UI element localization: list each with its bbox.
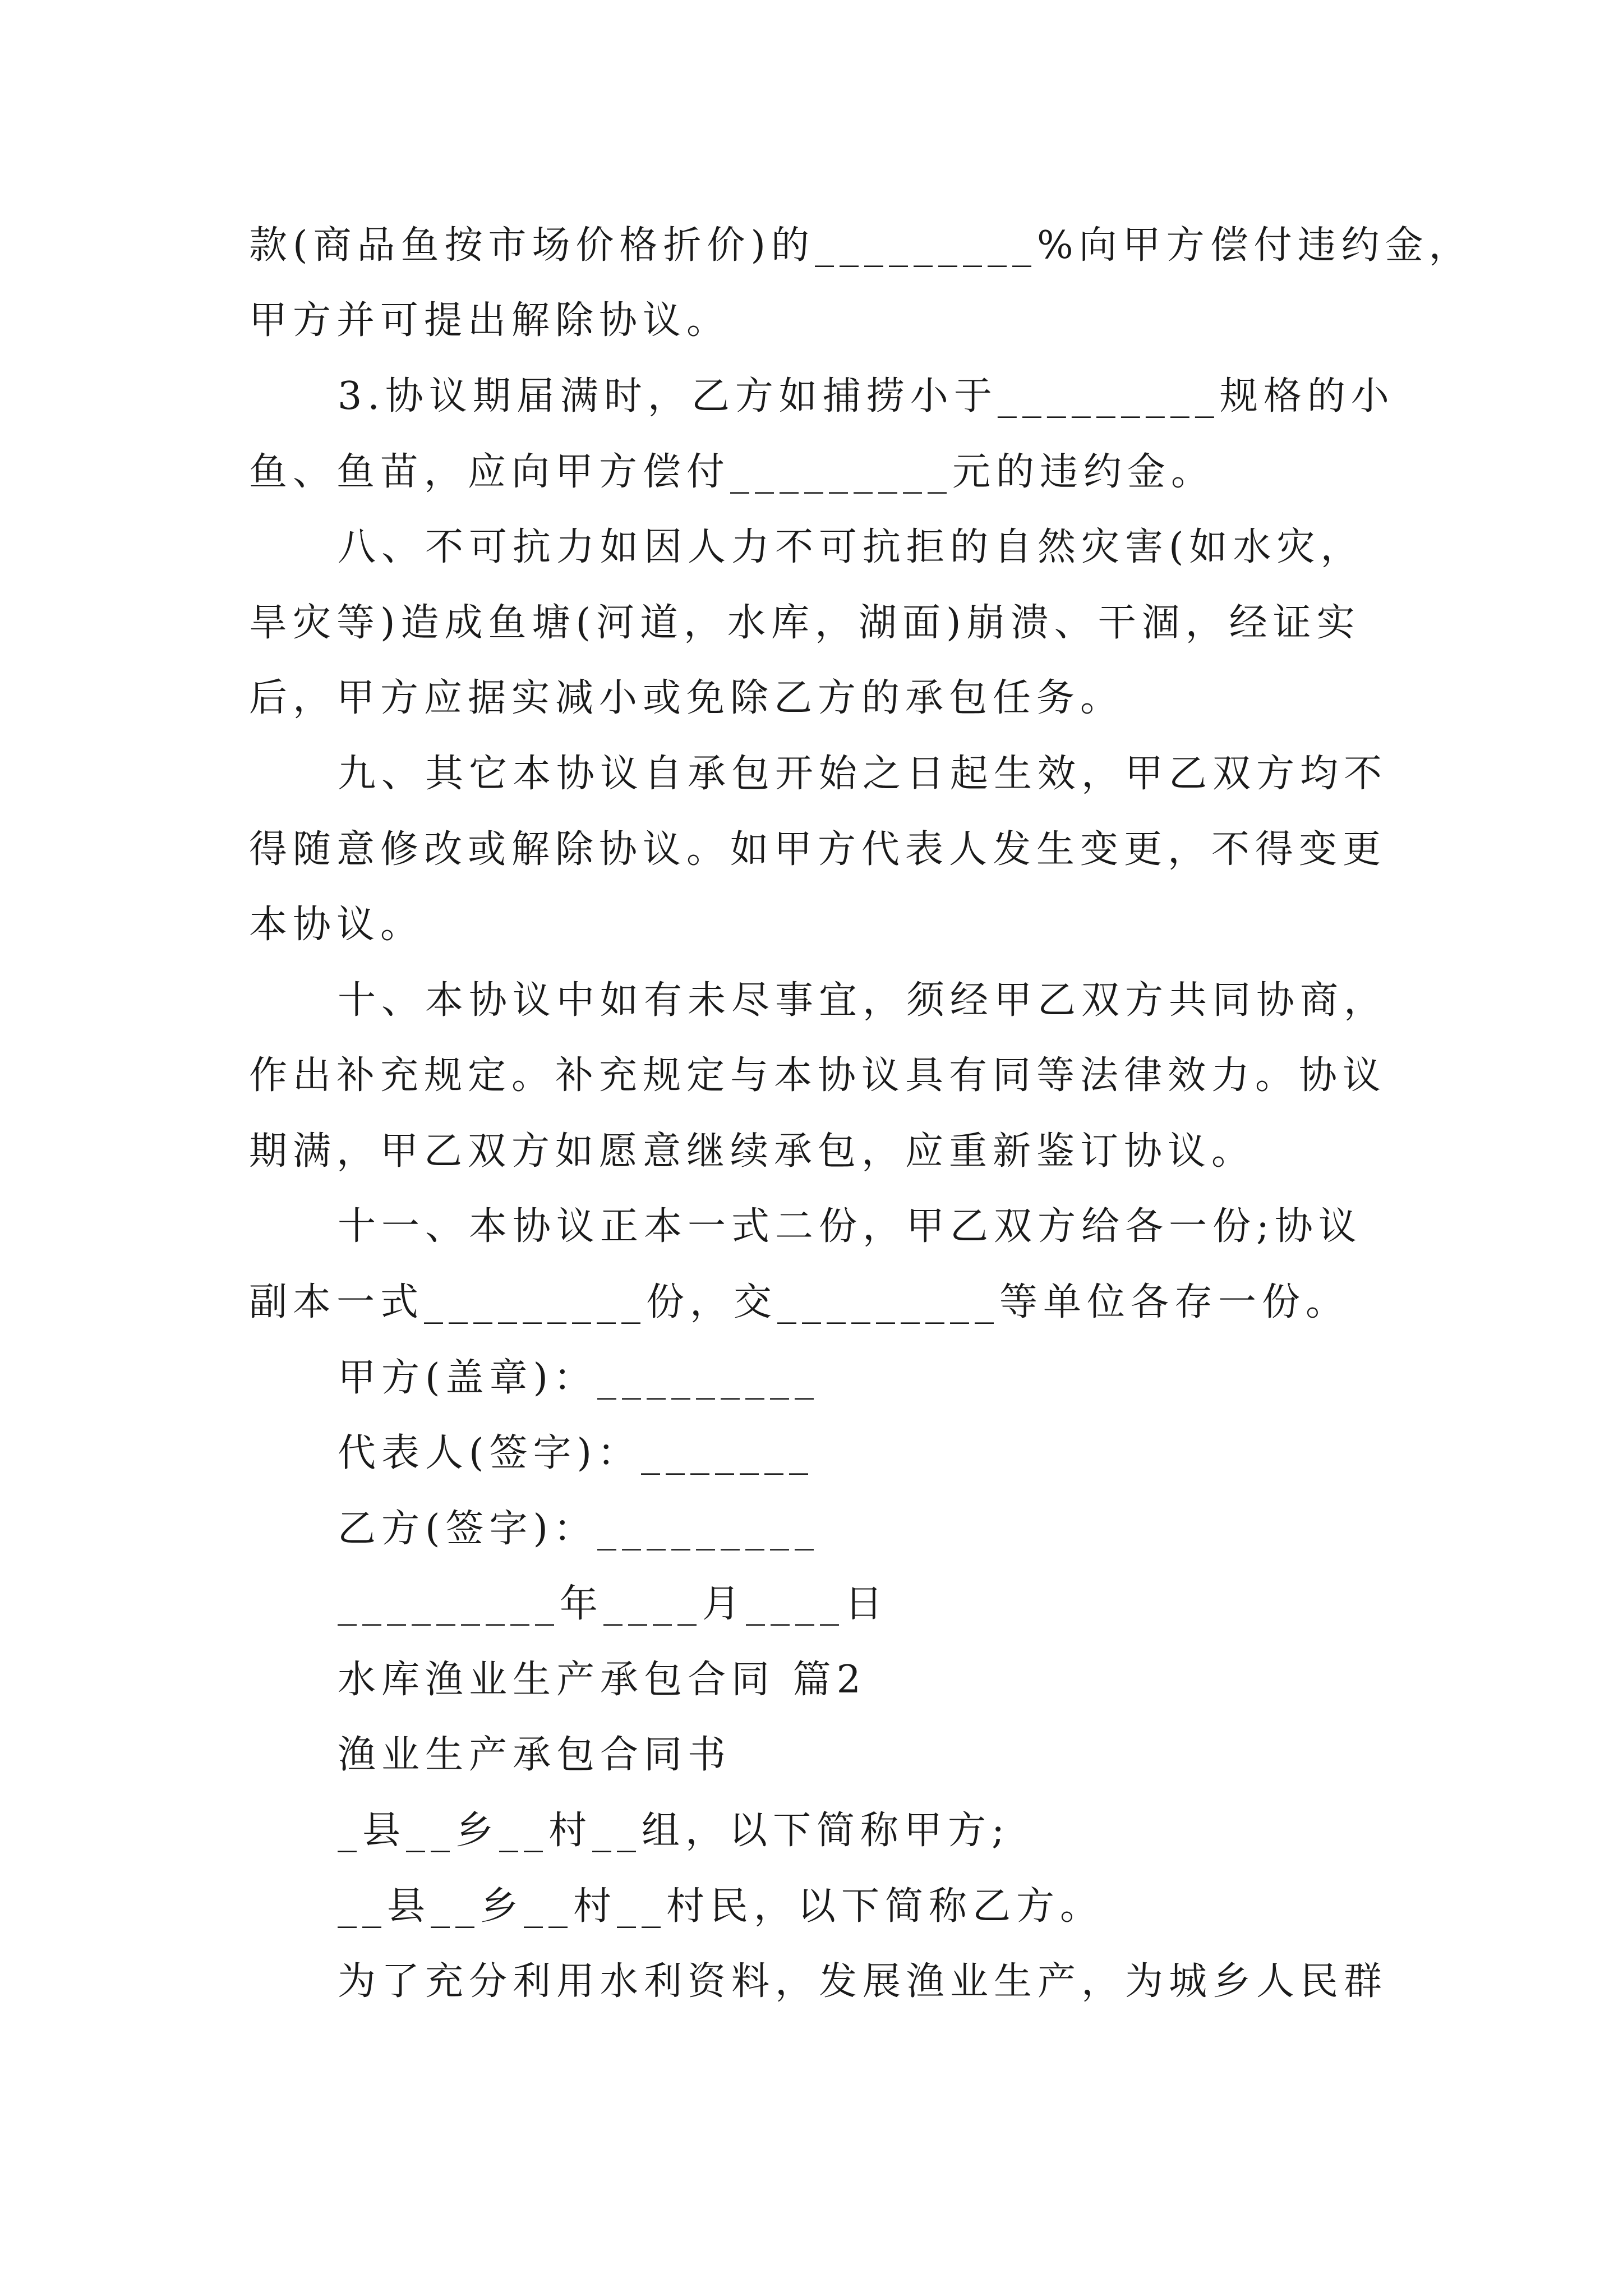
party-a-line: _县__乡__村__组，以下简称甲方; [338,1809,1010,1853]
party-b-line: __县__乡__村__村民，以下简称乙方。 [338,1884,1104,1929]
text-line: 后，甲方应据实减小或免除乙方的承包任务。 [249,676,1124,720]
text-line: 3.协议期届满时，乙方如捕捞小于_________规格的小 [338,374,1395,418]
section-heading: 水库渔业生产承包合同 篇2 [338,1658,866,1702]
text-line: 为了充分利用水利资料，发展渔业生产，为城乡人民群 [338,1959,1388,2004]
text-line: 鱼、鱼苗，应向甲方偿付_________元的违约金。 [249,450,1215,494]
contract-title: 渔业生产承包合同书 [338,1733,732,1777]
text-line: 十一、本协议正本一式二份，甲乙双方给各一份;协议 [338,1204,1362,1249]
text-line: 九、其它本协议自承包开始之日起生效，甲乙双方均不 [338,752,1388,796]
signature-line-representative: 代表人(签字)：_______ [338,1431,814,1475]
date-line: _________年____月____日 [338,1582,889,1626]
text-line: 十、本协议中如有未尽事宜，须经甲乙双方共同协商， [338,978,1388,1023]
text-line: 期满，甲乙双方如愿意继续承包，应重新鉴订协议。 [249,1129,1256,1174]
text-line: 旱灾等)造成鱼塘(河道，水库，湖面)崩溃、干涸，经证实 [249,601,1361,645]
text-line: 副本一式_________份，交_________等单位各存一份。 [249,1280,1350,1324]
signature-line-party-b: 乙方(签字)：_________ [338,1507,820,1551]
text-line: 款(商品鱼按市场价格折价)的_________%向甲方偿付违约金， [249,223,1473,268]
signature-line-party-a: 甲方(盖章)：_________ [338,1356,820,1400]
text-line: 甲方并可提出解除协议。 [249,298,731,343]
text-line: 作出补充规定。补充规定与本协议具有同等法律效力。协议 [249,1053,1387,1098]
text-line: 八、不可抗力如因人力不可抗拒的自然灾害(如水灾， [338,525,1364,569]
text-line: 本协议。 [249,903,425,947]
text-line: 得随意修改或解除协议。如甲方代表人发生变更，不得变更 [249,827,1387,872]
